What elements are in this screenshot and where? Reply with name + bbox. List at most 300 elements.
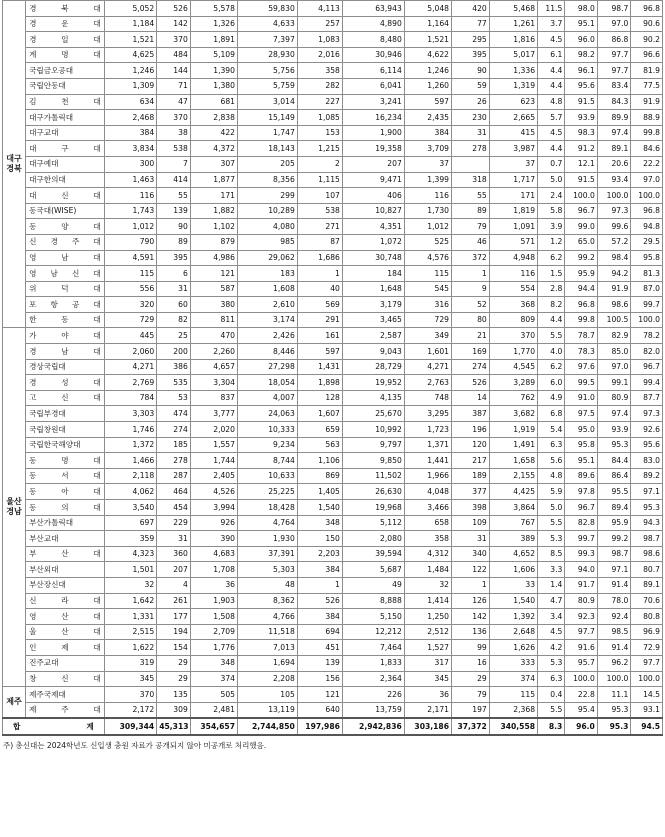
university-name-cell: 동 의 대 (26, 500, 105, 516)
value-cell: 1,260 (404, 78, 451, 94)
value-cell: 4,312 (404, 546, 451, 562)
value-cell: 95.3 (597, 437, 631, 453)
value-cell: 320 (104, 297, 156, 313)
value-cell: 2,481 (190, 702, 237, 718)
value-cell: 78.7 (565, 328, 598, 344)
value-cell: 415 (489, 125, 537, 141)
table-row (3, 297, 663, 313)
value-cell: 451 (297, 640, 342, 656)
value-cell: 1,399 (404, 172, 451, 188)
value-cell: 1,898 (297, 375, 342, 391)
value-cell: 5,759 (237, 78, 297, 94)
value-cell: 5,112 (342, 515, 404, 531)
value-cell: 4.0 (538, 344, 565, 360)
value-cell: 97.7 (597, 63, 631, 79)
value-cell: 18,054 (237, 375, 297, 391)
value-cell: 78.0 (597, 593, 631, 609)
value-cell: 3,466 (404, 500, 451, 516)
value-cell: 5.3 (538, 655, 565, 671)
value-cell: 5,150 (342, 609, 404, 625)
value-cell: 5,578 (190, 1, 237, 17)
value-cell: 25 (157, 328, 191, 344)
value-cell: 1,747 (237, 125, 297, 141)
value-cell: 154 (157, 640, 191, 656)
value-cell: 77 (452, 16, 490, 32)
value-cell: 86.4 (597, 468, 631, 484)
value-cell: 205 (237, 156, 297, 172)
table-row (3, 281, 663, 297)
value-cell: 1,608 (237, 281, 297, 297)
value-cell: 587 (190, 281, 237, 297)
value-cell: 309 (157, 702, 191, 718)
value-cell: 414 (157, 172, 191, 188)
value-cell: 1,730 (404, 203, 451, 219)
value-cell: 26,630 (342, 484, 404, 500)
university-name-cell: 영 산 대 (26, 609, 105, 625)
total-value-cell: 340,558 (489, 718, 537, 735)
value-cell: 126 (452, 593, 490, 609)
value-cell: 1,184 (104, 16, 156, 32)
value-cell: 207 (157, 562, 191, 578)
value-cell: 1 (452, 266, 490, 282)
value-cell: 360 (157, 546, 191, 562)
university-name-cell: 창 신 대 (26, 671, 105, 687)
value-cell: 177 (157, 609, 191, 625)
value-cell: 83.0 (631, 453, 663, 469)
value-cell: 36 (404, 687, 451, 703)
value-cell: 156 (297, 671, 342, 687)
value-cell: 79 (452, 219, 490, 235)
table-row (3, 1, 663, 17)
value-cell: 15,149 (237, 110, 297, 126)
value-cell: 98.7 (597, 546, 631, 562)
value-cell: 98.3 (565, 125, 598, 141)
value-cell: 95.8 (631, 250, 663, 266)
value-cell: 21 (452, 328, 490, 344)
value-cell: 1,717 (489, 172, 537, 188)
value-cell: 2,587 (342, 328, 404, 344)
university-name-cell: 제 주 대 (26, 702, 105, 718)
value-cell: 6.2 (538, 250, 565, 266)
value-cell: 171 (489, 188, 537, 204)
value-cell: 2,515 (104, 624, 156, 640)
value-cell: 96.6 (631, 47, 663, 63)
value-cell: 811 (190, 312, 237, 328)
value-cell: 25,225 (237, 484, 297, 500)
value-cell: 207 (342, 156, 404, 172)
value-cell: 1,708 (190, 562, 237, 578)
value-cell: 5.7 (538, 110, 565, 126)
value-cell: 1 (297, 266, 342, 282)
value-cell: 1,723 (404, 422, 451, 438)
value-cell: 3,709 (404, 141, 451, 157)
value-cell: 19,952 (342, 375, 404, 391)
value-cell: 3,179 (342, 297, 404, 313)
value-cell: 92.4 (597, 609, 631, 625)
university-name-cell: 동 명 대 (26, 453, 105, 469)
value-cell: 5.5 (538, 702, 565, 718)
value-cell: 8,356 (237, 172, 297, 188)
value-cell: 1,091 (489, 219, 537, 235)
value-cell: 91.2 (565, 141, 598, 157)
value-cell: 7,013 (237, 640, 297, 656)
university-name-cell: 대 구 대 (26, 141, 105, 157)
value-cell: 359 (104, 531, 156, 547)
value-cell: 48 (237, 577, 297, 593)
value-cell: 1,658 (489, 453, 537, 469)
value-cell: 1,694 (237, 655, 297, 671)
value-cell: 348 (297, 515, 342, 531)
value-cell: 97.4 (597, 406, 631, 422)
value-cell: 2,512 (404, 624, 451, 640)
region-label: 제주 (3, 687, 26, 719)
value-cell: 29 (157, 655, 191, 671)
value-cell: 9 (452, 281, 490, 297)
value-cell: 2,260 (190, 344, 237, 360)
value-cell: 99.7 (565, 531, 598, 547)
value-cell: 1,392 (489, 609, 537, 625)
value-cell: 4.5 (538, 32, 565, 48)
value-cell: 5,109 (190, 47, 237, 63)
value-cell: 89 (452, 203, 490, 219)
value-cell: 317 (404, 655, 451, 671)
value-cell: 3,777 (190, 406, 237, 422)
value-cell: 116 (489, 266, 537, 282)
value-cell: 1,390 (190, 63, 237, 79)
value-cell: 27,298 (237, 359, 297, 375)
value-cell: 6.0 (538, 375, 565, 391)
value-cell: 526 (297, 593, 342, 609)
value-cell: 196 (452, 422, 490, 438)
university-name-cell: 울 산 대 (26, 624, 105, 640)
value-cell: 1,833 (342, 655, 404, 671)
table-row (3, 484, 663, 500)
university-name-cell: 부산외대 (26, 562, 105, 578)
value-cell: 99.3 (565, 546, 598, 562)
university-name-cell: 제주국제대 (26, 687, 105, 703)
value-cell: 2,838 (190, 110, 237, 126)
value-cell: 526 (157, 1, 191, 17)
value-cell: 505 (190, 687, 237, 703)
value-cell: 4.7 (538, 593, 565, 609)
value-cell: 144 (157, 63, 191, 79)
value-cell: 96.8 (631, 203, 663, 219)
value-cell: 189 (452, 468, 490, 484)
value-cell: 1,919 (489, 422, 537, 438)
value-cell: 11,518 (237, 624, 297, 640)
university-name-cell: 인 제 대 (26, 640, 105, 656)
value-cell: 658 (404, 515, 451, 531)
university-name-cell: 영 남 대 (26, 250, 105, 266)
value-cell: 99.0 (565, 219, 598, 235)
value-cell: 1,776 (190, 640, 237, 656)
value-cell: 80 (452, 312, 490, 328)
value-cell: 879 (190, 234, 237, 250)
value-cell: 2,172 (104, 702, 156, 718)
value-cell: 1,744 (190, 453, 237, 469)
university-name-cell: 가 야 대 (26, 328, 105, 344)
value-cell: 6.2 (538, 359, 565, 375)
table-row (3, 546, 663, 562)
value-cell: 1,819 (489, 203, 537, 219)
value-cell: 4.4 (538, 312, 565, 328)
table-row (3, 110, 663, 126)
value-cell: 115 (489, 687, 537, 703)
value-cell: 86.8 (597, 32, 631, 48)
table-row (3, 16, 663, 32)
value-cell: 82.0 (631, 344, 663, 360)
table-row (3, 375, 663, 391)
value-cell: 1,540 (489, 593, 537, 609)
value-cell: 3,994 (190, 500, 237, 516)
value-cell: 99.1 (597, 375, 631, 391)
value-cell: 1,463 (104, 172, 156, 188)
value-cell: 91.9 (597, 281, 631, 297)
value-cell: 470 (190, 328, 237, 344)
value-cell: 4,683 (190, 546, 237, 562)
value-cell: 96.7 (565, 500, 598, 516)
value-cell: 563 (297, 437, 342, 453)
value-cell: 59 (452, 78, 490, 94)
university-name-cell: 대 신 대 (26, 188, 105, 204)
value-cell: 3.7 (538, 16, 565, 32)
value-cell: 1,102 (190, 219, 237, 235)
value-cell: 374 (190, 671, 237, 687)
table-row (3, 188, 663, 204)
value-cell: 454 (157, 500, 191, 516)
value-cell: 81.9 (631, 63, 663, 79)
value-cell: 697 (104, 515, 156, 531)
value-cell: 3,682 (489, 406, 537, 422)
value-cell: 31 (157, 281, 191, 297)
university-name-cell: 동 아 대 (26, 484, 105, 500)
value-cell: 340 (452, 546, 490, 562)
value-cell: 398 (452, 500, 490, 516)
value-cell: 91.4 (597, 640, 631, 656)
university-name-cell: 고 신 대 (26, 390, 105, 406)
value-cell: 729 (104, 312, 156, 328)
value-cell: 300 (104, 156, 156, 172)
value-cell: 538 (297, 203, 342, 219)
total-value-cell: 96.0 (565, 718, 598, 735)
value-cell: 1,072 (342, 234, 404, 250)
value-cell: 748 (404, 390, 451, 406)
value-cell: 89.9 (597, 110, 631, 126)
value-cell: 98.6 (597, 297, 631, 313)
value-cell: 14.5 (631, 687, 663, 703)
value-cell: 24,063 (237, 406, 297, 422)
table-row (3, 390, 663, 406)
value-cell: 318 (452, 172, 490, 188)
value-cell: 345 (404, 671, 451, 687)
value-cell: 93.4 (597, 172, 631, 188)
university-name-cell: 부산장신대 (26, 577, 105, 593)
total-value-cell: 303,186 (404, 718, 451, 735)
table-row (3, 687, 663, 703)
value-cell: 526 (452, 375, 490, 391)
value-cell: 4,323 (104, 546, 156, 562)
value-cell: 5,052 (104, 1, 156, 17)
value-cell: 37 (404, 156, 451, 172)
value-cell: 2,709 (190, 624, 237, 640)
value-cell: 640 (297, 702, 342, 718)
value-cell: 89.4 (597, 500, 631, 516)
value-cell: 4,113 (297, 1, 342, 17)
value-cell: 556 (104, 281, 156, 297)
value-cell: 3.4 (538, 609, 565, 625)
university-name-cell: 신 라 대 (26, 593, 105, 609)
value-cell: 2,610 (237, 297, 297, 313)
value-cell: 1,648 (342, 281, 404, 297)
value-cell: 90 (157, 219, 191, 235)
value-cell: 109 (452, 515, 490, 531)
university-name-cell: 동 서 대 (26, 468, 105, 484)
value-cell: 96.8 (631, 1, 663, 17)
value-cell: 370 (489, 328, 537, 344)
university-name-cell: 계 명 대 (26, 47, 105, 63)
value-cell: 4 (157, 577, 191, 593)
value-cell: 9,850 (342, 453, 404, 469)
value-cell: 84.4 (597, 453, 631, 469)
value-cell: 1,642 (104, 593, 156, 609)
value-cell: 31 (452, 531, 490, 547)
value-cell: 729 (404, 312, 451, 328)
value-cell: 11.5 (538, 1, 565, 17)
statistics-table-container (2, 0, 663, 751)
value-cell: 1,521 (404, 32, 451, 48)
value-cell: 136 (452, 624, 490, 640)
value-cell: 90.6 (631, 16, 663, 32)
value-cell: 2,665 (489, 110, 537, 126)
value-cell: 91.6 (565, 640, 598, 656)
value-cell: 681 (190, 94, 237, 110)
value-cell: 11,502 (342, 468, 404, 484)
value-cell: 25,670 (342, 406, 404, 422)
value-cell: 95.6 (631, 437, 663, 453)
value-cell: 91.4 (597, 577, 631, 593)
value-cell: 1,414 (404, 593, 451, 609)
value-cell: 4.5 (538, 624, 565, 640)
value-cell: 13,759 (342, 702, 404, 718)
value-cell: 80.9 (597, 390, 631, 406)
value-cell: 2.4 (538, 188, 565, 204)
value-cell: 11.1 (597, 687, 631, 703)
value-cell: 96.0 (565, 32, 598, 48)
value-cell: 1,309 (104, 78, 156, 94)
table-row (3, 78, 663, 94)
value-cell: 1,085 (297, 110, 342, 126)
total-value-cell: 8.3 (538, 718, 565, 735)
value-cell: 8.5 (538, 546, 565, 562)
value-cell: 3,303 (104, 406, 156, 422)
value-cell: 90 (452, 63, 490, 79)
value-cell: 93.9 (565, 110, 598, 126)
value-cell: 57.2 (597, 234, 631, 250)
value-cell: 14 (452, 390, 490, 406)
value-cell: 5.0 (538, 172, 565, 188)
value-cell: 55 (452, 188, 490, 204)
value-cell: 295 (452, 32, 490, 48)
value-cell: 72.9 (631, 640, 663, 656)
value-cell: 2,763 (404, 375, 451, 391)
value-cell: 1,601 (404, 344, 451, 360)
table-row (3, 655, 663, 671)
table-row (3, 515, 663, 531)
university-name-cell: 동국대(WISE) (26, 203, 105, 219)
value-cell: 91.5 (565, 94, 598, 110)
value-cell: 4,526 (190, 484, 237, 500)
total-value-cell: 94.5 (631, 718, 663, 735)
table-row (3, 609, 663, 625)
value-cell: 98.6 (631, 546, 663, 562)
value-cell: 81.3 (631, 266, 663, 282)
value-cell: 0.7 (538, 156, 565, 172)
value-cell: 4,764 (237, 515, 297, 531)
value-cell: 171 (190, 188, 237, 204)
value-cell: 1,261 (489, 16, 537, 32)
value-cell: 31 (157, 531, 191, 547)
value-cell: 96.8 (565, 297, 598, 313)
value-cell: 80.9 (565, 593, 598, 609)
total-value-cell: 197,986 (297, 718, 342, 735)
value-cell: 8,480 (342, 32, 404, 48)
value-cell: 1,816 (489, 32, 537, 48)
value-cell: 571 (489, 234, 537, 250)
value-cell: 3,304 (190, 375, 237, 391)
value-cell: 122 (452, 562, 490, 578)
value-cell: 94.3 (631, 515, 663, 531)
value-cell: 4,048 (404, 484, 451, 500)
table-row (3, 312, 663, 328)
value-cell: 4,986 (190, 250, 237, 266)
value-cell: 97.0 (631, 172, 663, 188)
value-cell: 2,405 (190, 468, 237, 484)
value-cell: 2 (297, 156, 342, 172)
value-cell: 1,966 (404, 468, 451, 484)
value-cell: 32 (404, 577, 451, 593)
value-cell: 37 (489, 156, 537, 172)
table-row (3, 406, 663, 422)
value-cell: 4,633 (237, 16, 297, 32)
value-cell: 4,625 (104, 47, 156, 63)
value-cell: 5,017 (489, 47, 537, 63)
value-cell: 90.2 (631, 32, 663, 48)
value-cell: 93.9 (597, 422, 631, 438)
value-cell: 389 (489, 531, 537, 547)
value-cell: 95.9 (565, 266, 598, 282)
value-cell: 121 (297, 687, 342, 703)
table-row (3, 593, 663, 609)
table-row (3, 422, 663, 438)
value-cell: 52 (452, 297, 490, 313)
table-row (3, 468, 663, 484)
value-cell: 2,468 (104, 110, 156, 126)
value-cell: 229 (157, 515, 191, 531)
value-cell: 80.8 (631, 609, 663, 625)
value-cell: 384 (404, 125, 451, 141)
value-cell: 4,271 (104, 359, 156, 375)
value-cell: 121 (190, 266, 237, 282)
value-cell: 99 (452, 640, 490, 656)
value-cell: 99.8 (631, 125, 663, 141)
value-cell: 60 (157, 297, 191, 313)
value-cell: 91.5 (565, 172, 598, 188)
value-cell: 38 (157, 125, 191, 141)
university-name-cell: 부산가톨릭대 (26, 515, 105, 531)
value-cell: 97.8 (565, 484, 598, 500)
value-cell: 3,864 (489, 500, 537, 516)
value-cell: 16 (452, 655, 490, 671)
